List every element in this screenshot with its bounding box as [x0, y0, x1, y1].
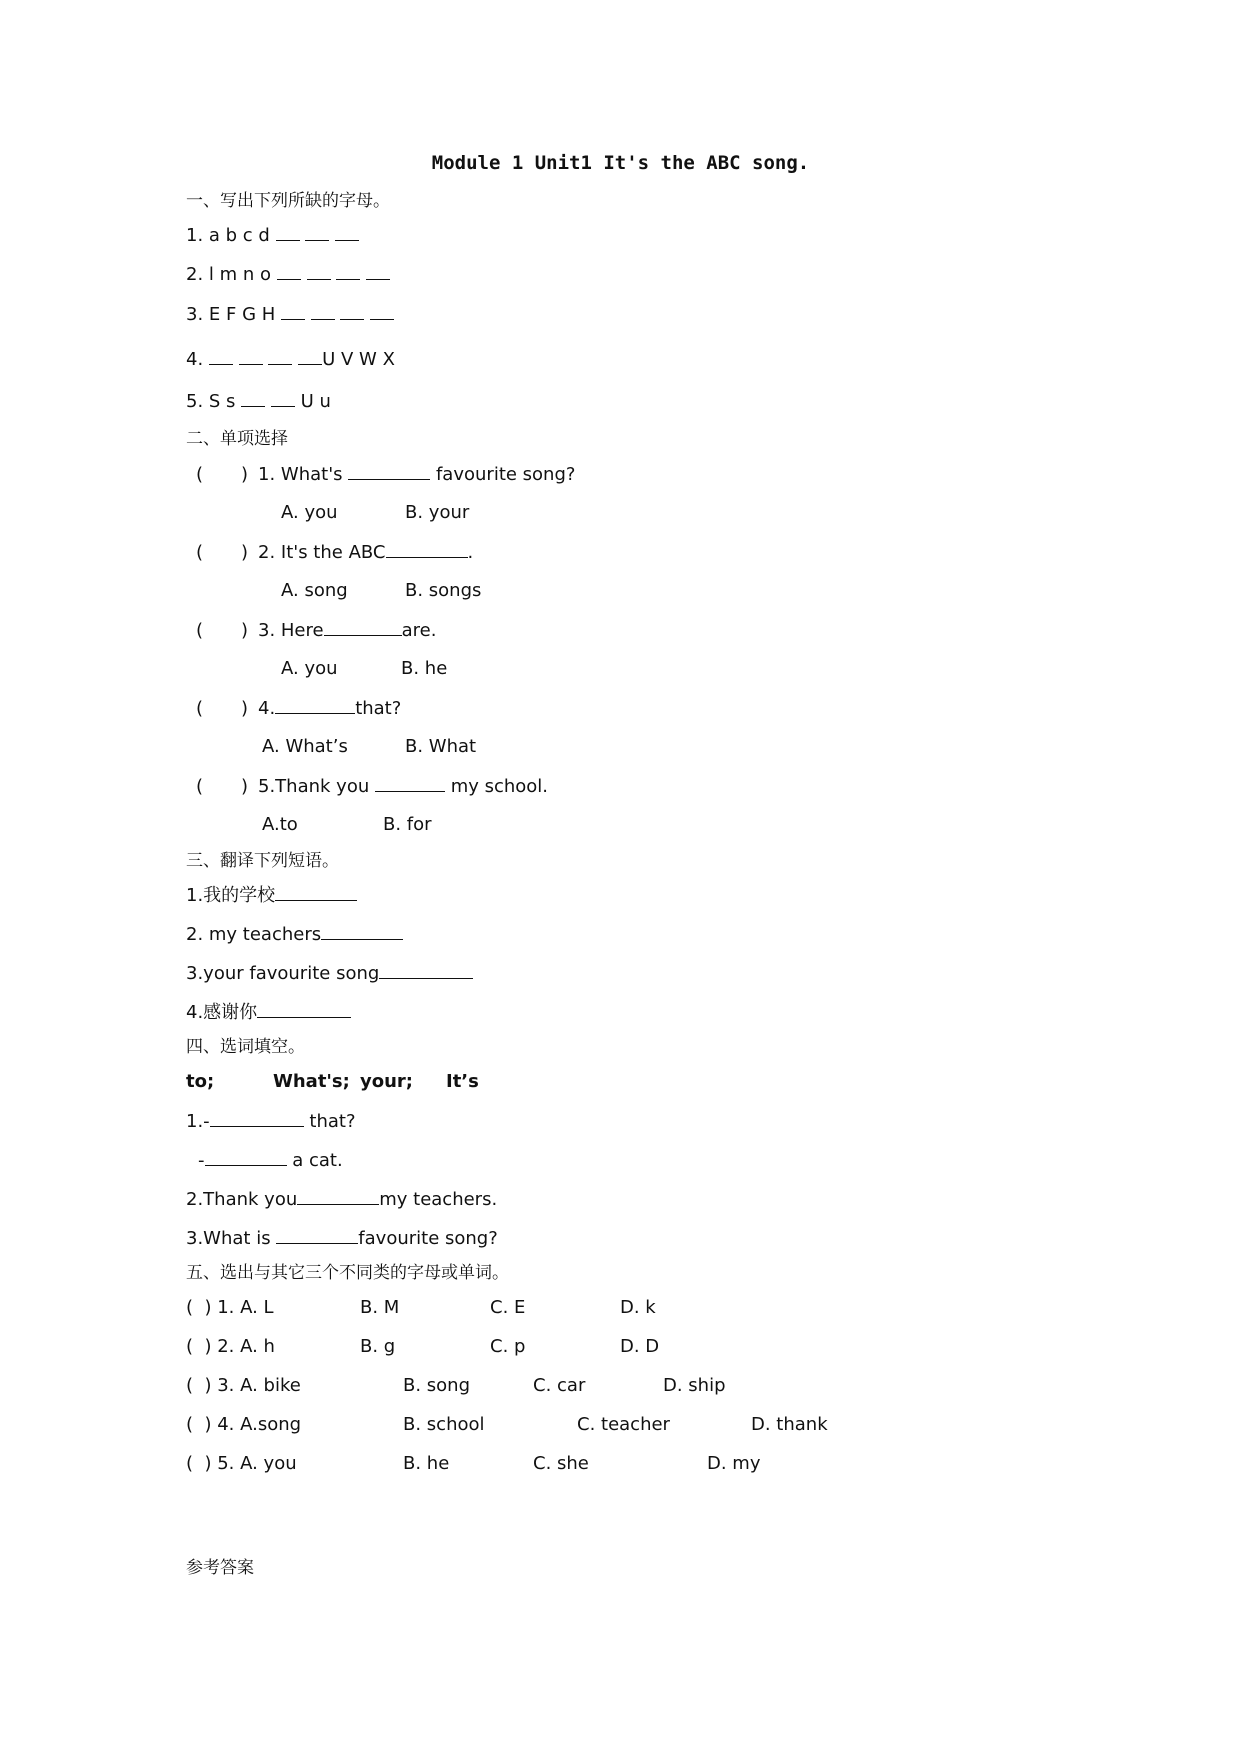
- fill-text: my teachers.: [379, 1189, 498, 1210]
- fill-line-3: [186, 1188, 497, 1211]
- blank[interactable]: [311, 303, 335, 320]
- blank[interactable]: [241, 390, 265, 407]
- odd-one-option: C. car: [533, 1375, 586, 1396]
- translate-item-1: [186, 884, 357, 907]
- section5-heading: 五、选出与其它三个不同类的字母或单词。: [186, 1263, 509, 1283]
- translate-text: 3.your favourite song: [186, 963, 380, 984]
- choice-a: A.to: [262, 814, 298, 835]
- answer-paren[interactable]: ( ): [196, 776, 249, 797]
- section4-heading: 四、选词填空。: [186, 1037, 305, 1057]
- choice-question-3: [196, 619, 436, 642]
- answer-paren[interactable]: ( ): [196, 464, 249, 485]
- choice-a: A. What’s: [262, 736, 348, 757]
- word-bank-word: What's;: [273, 1071, 350, 1092]
- section3-heading: 三、翻译下列短语。: [186, 851, 339, 871]
- section2-heading: 二、单项选择: [186, 429, 288, 449]
- blank[interactable]: [209, 348, 233, 365]
- word-bank-word: your;: [360, 1071, 413, 1092]
- fill-text: a cat.: [286, 1150, 343, 1171]
- blank[interactable]: [239, 348, 263, 365]
- letter-item-3-prefix: 3. E F G H: [186, 304, 276, 325]
- fill-text: -: [198, 1150, 205, 1171]
- blank[interactable]: [205, 1149, 287, 1166]
- answer-paren[interactable]: ( ): [196, 620, 249, 641]
- blank[interactable]: [335, 224, 359, 241]
- blank[interactable]: [276, 224, 300, 241]
- blank[interactable]: [366, 263, 390, 280]
- blank[interactable]: [271, 390, 295, 407]
- question-text: .: [467, 542, 474, 563]
- choice-question-2: [196, 541, 473, 564]
- odd-one-option: C. p: [490, 1336, 526, 1357]
- word-bank-word: to;: [186, 1071, 215, 1092]
- blank[interactable]: [340, 303, 364, 320]
- fill-line-2: [198, 1149, 343, 1172]
- letter-item-5-prefix: 5. S s: [186, 391, 236, 412]
- translate-item-3: [186, 962, 473, 985]
- choice-b: B. songs: [405, 580, 482, 601]
- odd-one-question: ( ) 2. A. h: [186, 1336, 275, 1357]
- odd-one-question: ( ) 3. A. bike: [186, 1375, 301, 1396]
- blank[interactable]: [375, 775, 445, 792]
- choice-question-5: [196, 775, 548, 798]
- fill-text: 3.What is: [186, 1228, 277, 1249]
- choice-b: B. What: [405, 736, 477, 757]
- letter-item-5: [186, 390, 331, 413]
- choice-b: B. your: [405, 502, 470, 523]
- section1-heading: 一、写出下列所缺的字母。: [186, 191, 390, 211]
- blank[interactable]: [348, 463, 430, 480]
- blank[interactable]: [324, 619, 402, 636]
- letter-item-5-suffix: U u: [300, 391, 331, 412]
- question-text: are.: [401, 620, 437, 641]
- translate-text: 2. my teachers: [186, 924, 322, 945]
- question-text: 5.Thank you: [258, 776, 375, 797]
- choice-a: A. you: [281, 502, 338, 523]
- letter-item-4-number: 4.: [186, 349, 204, 370]
- fill-line-4: [186, 1227, 498, 1250]
- blank[interactable]: [305, 224, 329, 241]
- odd-one-question: ( ) 5. A. you: [186, 1453, 297, 1474]
- odd-one-option: D. ship: [663, 1375, 726, 1396]
- blank[interactable]: [268, 348, 292, 365]
- fill-text: that?: [303, 1111, 356, 1132]
- question-text: that?: [355, 698, 402, 719]
- blank[interactable]: [276, 1227, 358, 1244]
- letter-item-4: [186, 348, 395, 371]
- choice-b: B. for: [383, 814, 432, 835]
- choice-b: B. he: [401, 658, 448, 679]
- blank[interactable]: [210, 1110, 304, 1127]
- choice-question-1: [196, 463, 575, 486]
- translate-item-4: [186, 1001, 351, 1024]
- fill-text: 2.Thank you: [186, 1189, 298, 1210]
- fill-line-1: [186, 1110, 356, 1133]
- question-text: 3. Here: [258, 620, 324, 641]
- odd-one-option: D. D: [620, 1336, 660, 1357]
- question-text: favourite song?: [430, 464, 576, 485]
- blank[interactable]: [275, 884, 357, 901]
- blank[interactable]: [257, 1001, 351, 1018]
- odd-one-option: B. he: [403, 1453, 450, 1474]
- fill-text: 1.-: [186, 1111, 210, 1132]
- answer-paren[interactable]: ( ): [196, 698, 249, 719]
- translate-text: 1.我的学校: [186, 885, 276, 906]
- blank[interactable]: [277, 263, 301, 280]
- letter-item-2: [186, 263, 390, 286]
- odd-one-option: B. M: [360, 1297, 400, 1318]
- page-title: Module 1 Unit1 It's the ABC song.: [431, 152, 810, 174]
- blank[interactable]: [379, 962, 473, 979]
- blank[interactable]: [307, 263, 331, 280]
- choice-a: A. you: [281, 658, 338, 679]
- odd-one-option: C. E: [490, 1297, 526, 1318]
- blank[interactable]: [321, 923, 403, 940]
- odd-one-option: D. my: [707, 1453, 761, 1474]
- blank[interactable]: [281, 303, 305, 320]
- odd-one-option: B. song: [403, 1375, 471, 1396]
- answers-heading: 参考答案: [186, 1558, 254, 1578]
- answer-paren[interactable]: ( ): [196, 542, 249, 563]
- letter-item-4-suffix: U V W X: [322, 349, 395, 370]
- odd-one-option: D. k: [620, 1297, 656, 1318]
- word-bank-word: It’s: [446, 1071, 479, 1092]
- odd-one-question: ( ) 1. A. L: [186, 1297, 274, 1318]
- letter-item-3: [186, 303, 394, 326]
- blank[interactable]: [297, 1188, 379, 1205]
- odd-one-option: B. g: [360, 1336, 396, 1357]
- question-text: 1. What's: [258, 464, 349, 485]
- odd-one-option: C. she: [533, 1453, 589, 1474]
- fill-text: favourite song?: [358, 1228, 498, 1249]
- blank[interactable]: [386, 541, 468, 558]
- letter-item-1-prefix: 1. a b c d: [186, 225, 270, 246]
- letter-item-1: [186, 224, 359, 247]
- blank[interactable]: [298, 348, 322, 365]
- question-text: 2. It's the ABC: [258, 542, 386, 563]
- odd-one-option: B. school: [403, 1414, 485, 1435]
- odd-one-option: D. thank: [751, 1414, 828, 1435]
- odd-one-option: C. teacher: [577, 1414, 670, 1435]
- choice-question-4: [196, 697, 401, 720]
- question-text: my school.: [444, 776, 549, 797]
- question-text: 4.: [258, 698, 276, 719]
- blank[interactable]: [370, 303, 394, 320]
- choice-a: A. song: [281, 580, 348, 601]
- odd-one-question: ( ) 4. A.song: [186, 1414, 302, 1435]
- blank[interactable]: [336, 263, 360, 280]
- translate-item-2: [186, 923, 403, 946]
- blank[interactable]: [275, 697, 355, 714]
- letter-item-2-prefix: 2. l m n o: [186, 264, 272, 285]
- translate-text: 4.感谢你: [186, 1002, 258, 1023]
